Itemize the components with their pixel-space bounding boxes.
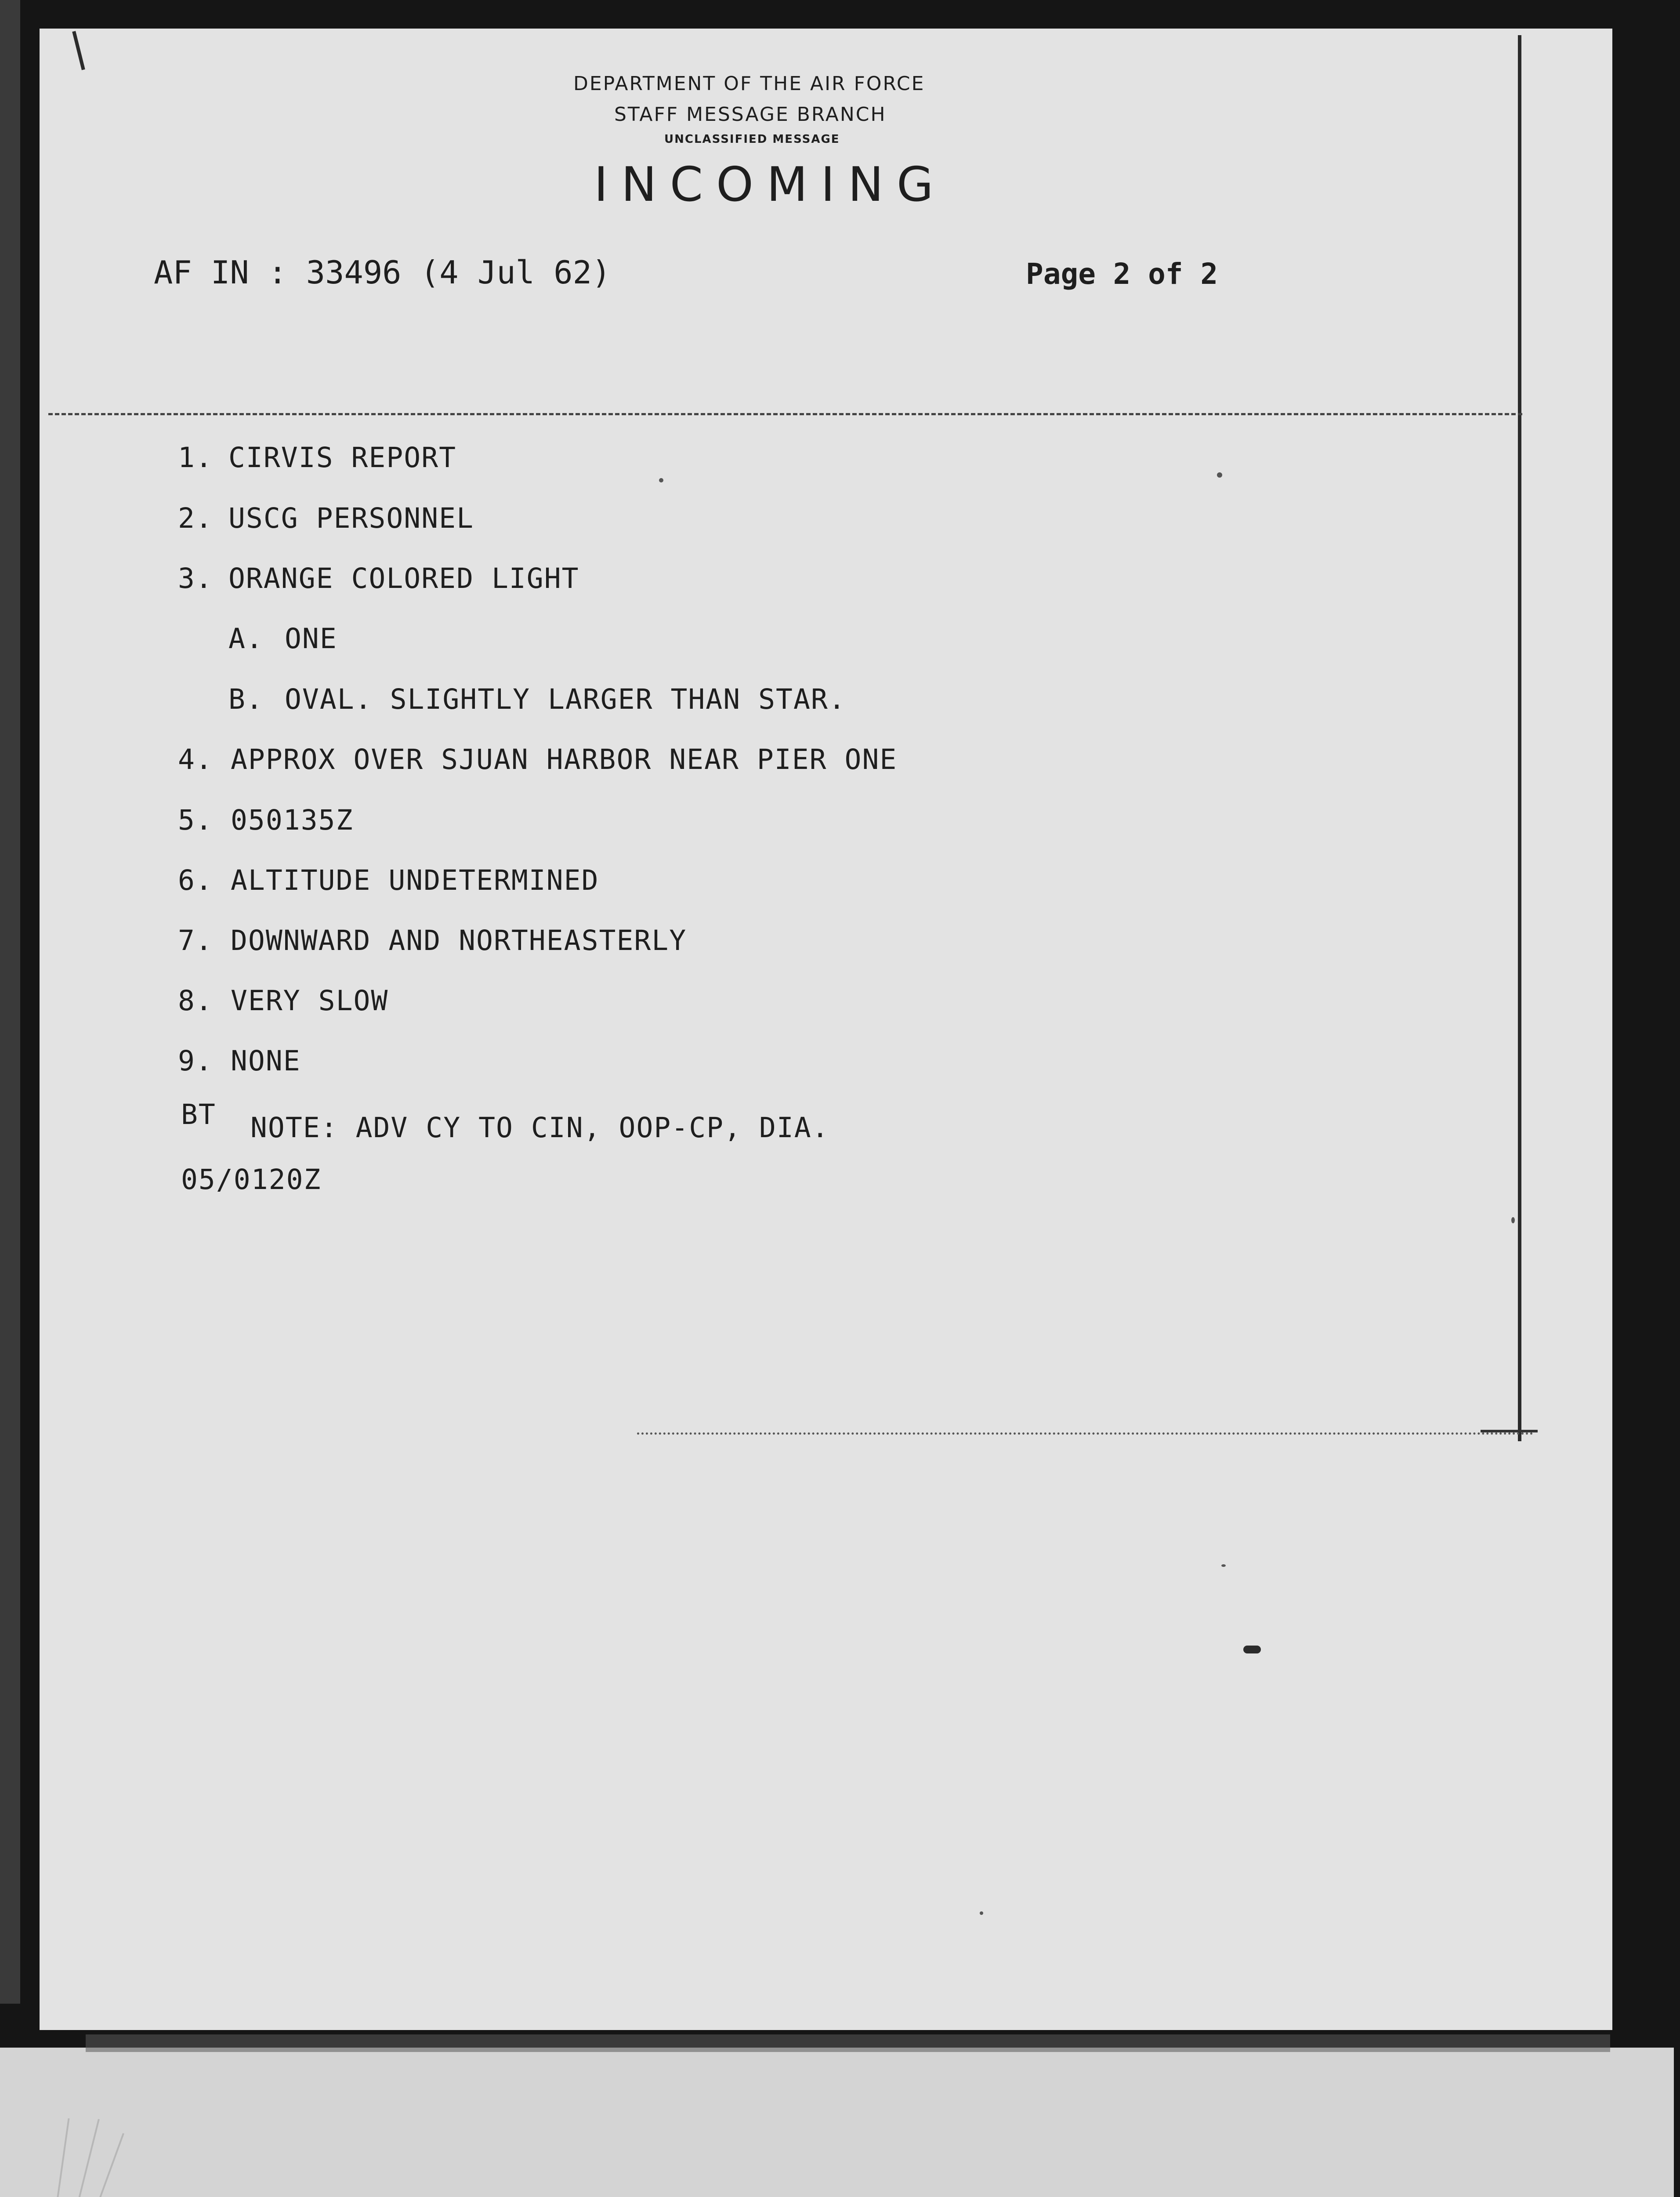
item-text: DOWNWARD AND NORTHEASTERLY <box>231 924 687 957</box>
header-divider <box>48 413 1522 415</box>
message-sheet <box>40 29 1612 2030</box>
speck <box>1217 472 1222 478</box>
item-number: 8. <box>178 985 213 1017</box>
department-title: DEPARTMENT OF THE AIR FORCE <box>573 73 925 95</box>
speck <box>1221 1564 1226 1567</box>
message-reference: AF IN : 33496 (4 Jul 62) <box>154 254 611 291</box>
right-margin-line <box>1518 35 1521 1441</box>
item-number: 4. <box>178 743 213 776</box>
footer-divider <box>637 1432 1533 1435</box>
page-indicator: Page 2 of 2 <box>1026 257 1218 291</box>
item-text: ALTITUDE UNDETERMINED <box>231 864 599 896</box>
sub-item-letter: A. <box>228 623 264 655</box>
item-number: 1. <box>178 442 213 474</box>
item-text: VERY SLOW <box>231 985 389 1017</box>
ink-blot <box>1243 1646 1261 1653</box>
direction-heading: INCOMING <box>594 157 947 212</box>
speck <box>1511 1217 1515 1223</box>
item-number: 7. <box>178 924 213 957</box>
sheet-shadow <box>86 2034 1610 2052</box>
sub-item-text: ONE <box>285 623 337 655</box>
item-number: 6. <box>178 864 213 896</box>
item-text: CIRVIS REPORT <box>228 442 457 474</box>
item-text: APPROX OVER SJUAN HARBOR NEAR PIER ONE <box>231 743 898 776</box>
speck <box>659 478 663 482</box>
speck <box>980 1911 983 1915</box>
branch-title: STAFF MESSAGE BRANCH <box>614 103 887 126</box>
item-number: 2. <box>178 502 213 534</box>
item-text: 050135Z <box>231 804 354 836</box>
item-number: 3. <box>178 562 213 595</box>
item-number: 5. <box>178 804 213 836</box>
routing-note: NOTE: ADV CY TO CIN, OOP-CP, DIA. <box>250 1112 829 1144</box>
item-text: NONE <box>231 1045 301 1077</box>
item-number: 9. <box>178 1045 213 1077</box>
item-text: ORANGE COLORED LIGHT <box>228 562 579 595</box>
classification-label: UNCLASSIFIED MESSAGE <box>664 133 840 146</box>
film-edge <box>0 0 20 2004</box>
backing-board <box>0 2048 1674 2197</box>
sub-item-text: OVAL. SLIGHTLY LARGER THAN STAR. <box>285 683 846 715</box>
break-marker: BT <box>181 1098 216 1131</box>
sub-item-letter: B. <box>228 683 264 715</box>
message-timestamp: 05/0120Z <box>181 1164 322 1196</box>
item-text: USCG PERSONNEL <box>228 502 474 534</box>
footer-divider-mark <box>1481 1430 1538 1432</box>
